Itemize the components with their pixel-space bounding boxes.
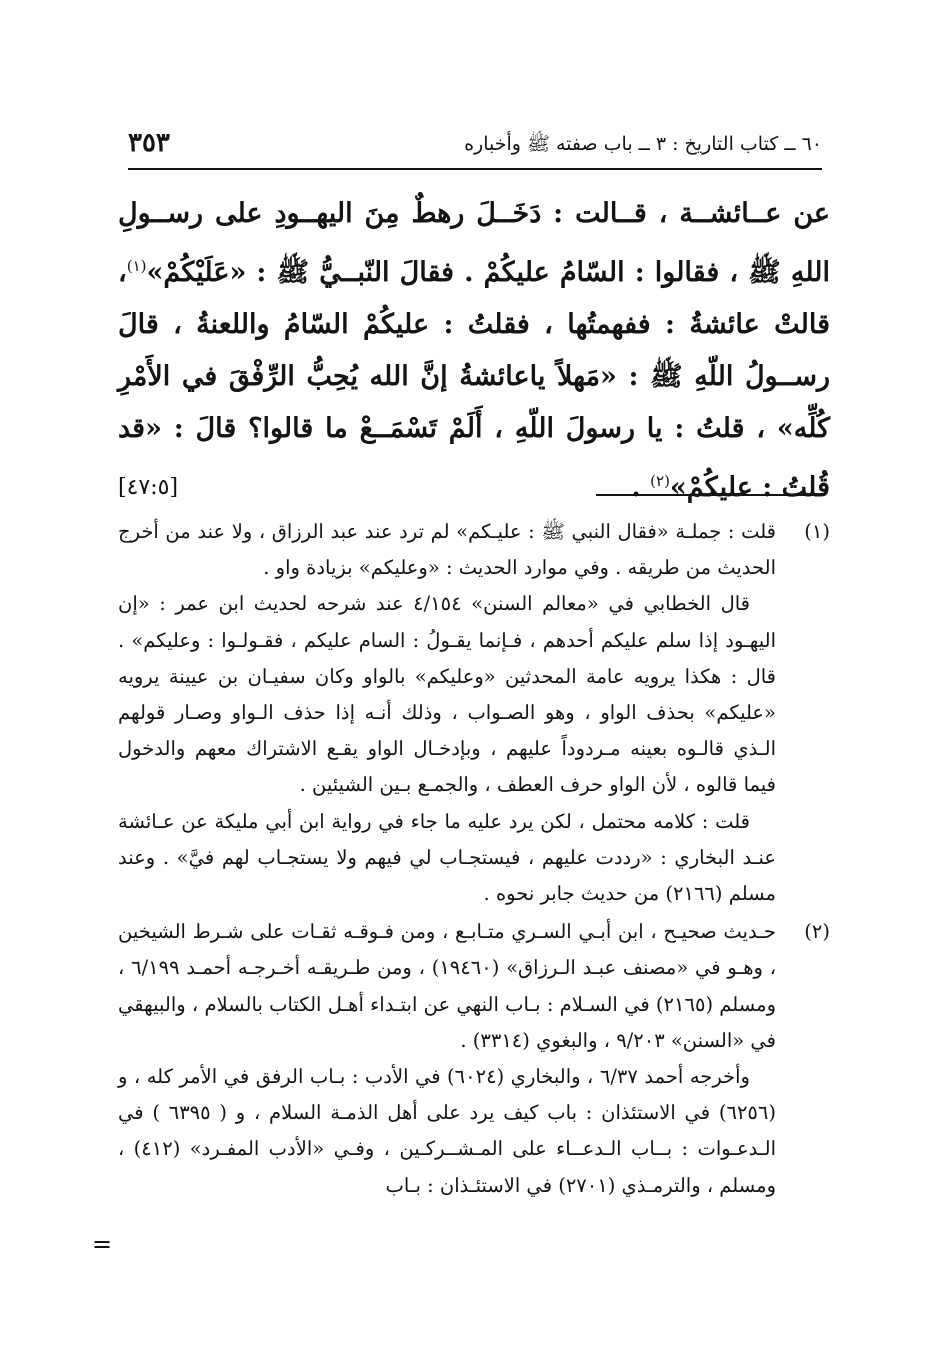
footnote-marker-2[interactable]: (٢) xyxy=(650,472,670,490)
footnote-rule xyxy=(596,494,822,496)
hadith-text-part-1: عن عــائشــة ، قــالت : دَخَــلَ رهطٌ مِنَ اليهــودِ على رســولِ اللهِ ﷺ ، فقالوا : السّامُ عليكُمْ . فقالَ النّبــيُّ ﷺ : «عَلَيْكُمْ» xyxy=(118,198,830,288)
footnote-paragraph: قلت : كلامه محتمل ، لكن يرد عليه ما جاء في رواية ابن أبي مليكة عن عـائشة عنـد البخاري : «رددت عليهم ، فيستجـاب لي فيهم ولا يستجـاب لهم فيَّ» . وعند مسلم (٢١٦٦) من حديث جابر نحوه . xyxy=(118,809,776,906)
footnote-paragraph: قلت : جملـة «فقال النبي ﷺ : عليـكم» لم ترد عند عبد الرزاق ، ولا عند من أخرج الحديث من طريقه . وفي موارد الحديث : «وعليكم» بزيادة واو . xyxy=(118,520,776,580)
footnote-number: (١) xyxy=(804,520,830,543)
footnote-paragraph: قال الخطابي في «معالم السنن» ٤/١٥٤ عند شرحه لحديث ابن عمر : «إن اليهـود إذا سلم عليكم أحدهم ، فـإنما يقـولُ : السام عليكم ، فقـولـوا : وعليكم» . قال : هكذا يرويه عامة المحدثين «وعليكم» بالواو وكان سفيـان بن عيينة يرويه «عليكم» بحذف الواو ، وهو الصـواب ، وذلك أنـه إذا حذف الـواو وصـار قولهم الـذي قالـوه بعينه مـردوداً عليهم ، وبإدخـال الواو يقـع الاشتراك معهم والدخول فيما قالوه ، لأن الواو حرف العطف ، والجمـع بـين الشيئين . xyxy=(118,592,776,797)
hadith-text-part-3: . xyxy=(631,472,651,503)
footnote-marker-1[interactable]: (١) xyxy=(126,257,147,275)
hadith-text xyxy=(118,188,830,514)
footnote-2 xyxy=(118,914,830,1204)
header-rule xyxy=(128,168,822,170)
running-title: ٦٠ ــ كتاب التاريخ : ٣ ــ باب صفته ﷺ وأخباره xyxy=(464,133,822,155)
footnote-number: (٢) xyxy=(804,920,830,944)
hadith-text-part-2: ، قالتْ عائشةُ : ففهمتُها ، فقلتُ : عليكُمْ السّامُ واللعنةُ ، قالَ رســولُ اللّهِ ﷺ : «مَهلاً ياعائشةُ إنَّ الله يُحِبُّ الرِّفْقَ في الأَمْرِ كُلِّه» ، قلتُ : يا رسولَ اللّهِ ، أَلَمْ تَسْمَــعْ ما قالوا؟ قالَ : «قد قُلتُ : عليكُمْ» xyxy=(118,257,830,503)
footnote-1 xyxy=(118,514,830,912)
footnote-paragraph: حـديث صحيـح ، ابن أبـي السـري متـابـع ، ومن فـوقـه ثقـات على شـرط الشيخين ، وهـو في «مصنف عبـد الـرزاق» (١٩٤٦٠) ، ومن طـريقـه أخـرجـه أحمـد ٦/١٩٩ ، ومسلم (٢١٦٥) في السـلام : بـاب النهي عن ابتـداء أهـل الكتاب بالسلام ، والبيهقي في «السنن» ٩/٢٠٣ ، والبغوي (٣٣١٤) . xyxy=(118,920,777,1052)
continuation-mark: = xyxy=(92,1230,113,1258)
footnotes xyxy=(118,514,830,1204)
page-number: ٣٥٣ xyxy=(128,128,170,158)
page-header xyxy=(128,126,822,162)
footnote-paragraph: وأخرجه أحمد ٦/٣٧ ، والبخاري (٦٠٢٤) في الأدب : بـاب الرفق في الأمر كله ، و (٦٢٥٦) في الاستئذان : باب كيف يرد على أهل الذمـة السلام ، و ( ٦٣٩٥ ) في الـدعـوات : بــاب الـدعــاء على المـشــركـين ، وفـي «الأدب المفـرد» (٤١٢) ، ومسلم ، والترمـذي (٢٧٠١) في الاستئـذان : بـاب xyxy=(118,1065,776,1197)
hadith-reference: [٤٧:٥] xyxy=(118,475,179,500)
